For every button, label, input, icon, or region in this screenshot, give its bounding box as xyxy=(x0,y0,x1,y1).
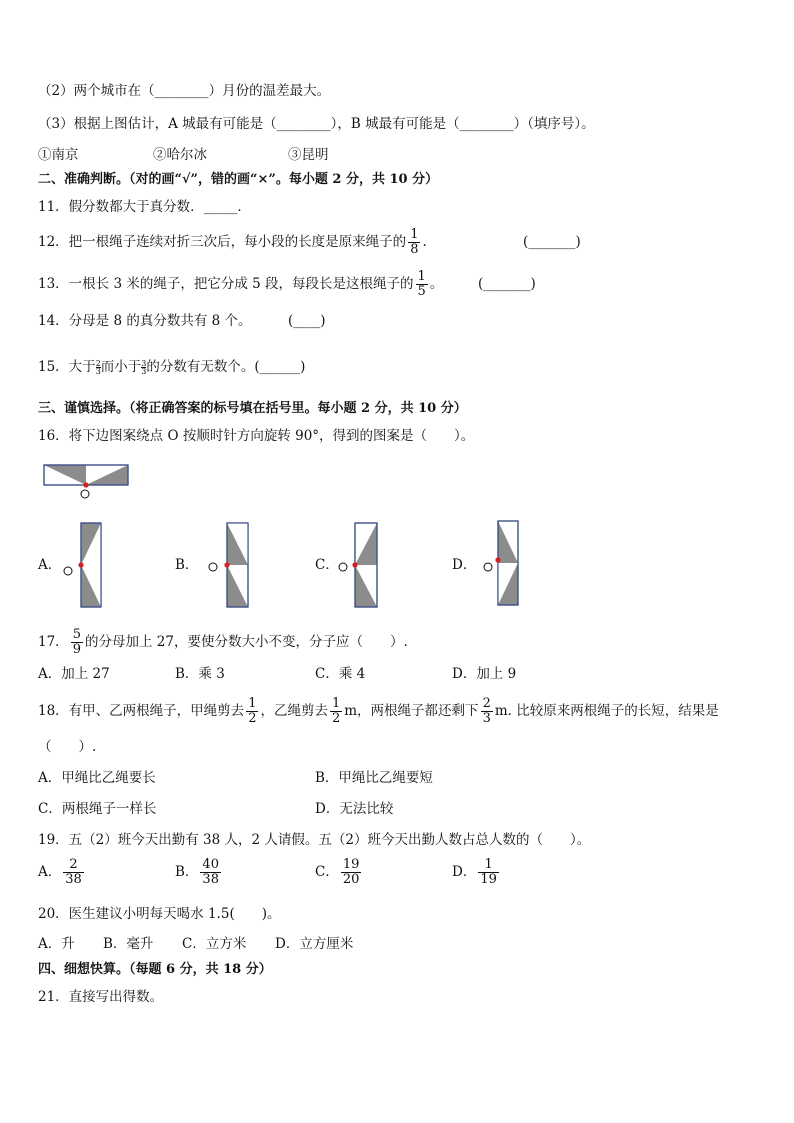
option-label: B． xyxy=(175,864,199,880)
fraction-one-fifth xyxy=(416,270,428,299)
option-label: C． xyxy=(315,864,339,880)
q17-option-c[interactable]: C．乘 4 xyxy=(315,666,366,682)
denominator: 9 xyxy=(72,642,81,657)
q16-option-b-figure[interactable] xyxy=(205,522,255,612)
numerator: 1 xyxy=(410,227,419,242)
q19-option-b[interactable] xyxy=(175,858,223,887)
q17-option-b[interactable]: B．乘 3 xyxy=(175,666,225,682)
q18-option-a[interactable]: A．甲绳比乙绳要长 xyxy=(38,770,156,786)
q16-option-c-figure[interactable] xyxy=(335,522,385,612)
question-15 xyxy=(38,358,305,376)
option-nanjing: ①南京 xyxy=(38,147,79,163)
question-12-end: . xyxy=(422,234,427,250)
pivot-dot xyxy=(224,562,229,567)
fraction-one-eighth xyxy=(408,228,420,257)
question-11: 11．假分数都大于真分数．_____． xyxy=(38,199,251,215)
denominator: 20 xyxy=(342,872,360,887)
q17-option-a[interactable]: A．加上 27 xyxy=(38,666,110,682)
option-harbin: ②哈尔冰 xyxy=(153,147,207,163)
numerator: 2 xyxy=(482,696,491,711)
point-o-marker xyxy=(81,490,89,498)
question-15-part-b: 而小于 xyxy=(100,359,142,375)
denominator: 2 xyxy=(248,711,257,726)
question-3-line: （3）根据上图估计，A 城最有可能是（________），B 城最有可能是（________）（填序号）。 xyxy=(38,116,595,132)
question-18-answer-paren: （ ）. xyxy=(38,739,97,755)
question-15-part-a: 15．大于 xyxy=(38,359,96,375)
denominator: 5 xyxy=(417,284,426,299)
question-18-part-c: m，两根绳子都还剩下 xyxy=(344,703,479,719)
point-o-marker xyxy=(484,563,492,571)
denominator: 38 xyxy=(65,872,82,887)
question-19: 19．五（2）班今天出勤有 38 人，2 人请假。五（2）班今天出勤人数占总人数的（ ）。 xyxy=(38,832,591,848)
source-pivot-dot xyxy=(83,482,88,487)
q16-option-b-label[interactable]: B． xyxy=(175,557,199,573)
question-18-part-d: m. 比较原来两根绳子的长短，结果是 xyxy=(494,703,719,719)
q20-option-b[interactable]: B．毫升 xyxy=(103,936,154,952)
option-label: A． xyxy=(38,864,62,880)
q17-option-d[interactable]: D．加上 9 xyxy=(452,666,517,682)
q16-option-a-figure[interactable] xyxy=(60,522,110,612)
q16-option-d-figure[interactable] xyxy=(480,520,530,610)
question-16: 16．将下边图案绕点 O 按顺时针方向旋转 90°，得到的图案是（ ）。 xyxy=(38,428,475,444)
q18-option-d[interactable]: D．无法比较 xyxy=(315,801,394,817)
question-18-part-b: ，乙绳剪去 xyxy=(260,703,328,719)
q16-option-a-label[interactable]: A． xyxy=(38,557,62,573)
numerator: 5 xyxy=(72,627,81,642)
numerator: 1 xyxy=(248,696,257,711)
denominator: 19 xyxy=(480,872,497,887)
question-14-answer-blank[interactable]: (____) xyxy=(288,313,326,329)
numerator: 2 xyxy=(95,359,101,368)
numerator: 1 xyxy=(331,696,341,711)
question-2-line: （2）两个城市在（________）月份的温差最大。 xyxy=(38,83,331,99)
question-12-answer-blank[interactable]: (_______) xyxy=(523,234,581,250)
q20-option-c[interactable]: C．立方米 xyxy=(182,936,247,952)
question-14: 14．分母是 8 的真分数共有 8 个。 xyxy=(38,313,252,329)
fraction-half-2 xyxy=(330,697,342,726)
question-13-answer-blank[interactable]: (_______) xyxy=(478,276,536,292)
question-13 xyxy=(38,270,443,299)
pivot-dot xyxy=(495,557,500,562)
question-18 xyxy=(38,697,719,726)
rotation-source-figure xyxy=(43,464,133,500)
question-17 xyxy=(38,628,408,657)
section-3-title: 三、谨慎选择。（将正确答案的标号填在括号里。每小题 2 分，共 10 分） xyxy=(38,401,467,416)
fraction-option-a xyxy=(63,858,84,887)
q16-option-d-label[interactable]: D． xyxy=(452,557,477,573)
denominator: 2 xyxy=(331,711,341,726)
fraction-option-b xyxy=(200,858,221,887)
question-20: 20．医生建议小明每天喝水 1.5( )。 xyxy=(38,906,281,922)
fraction-option-d xyxy=(478,858,499,887)
point-o-marker xyxy=(339,563,347,571)
q16-option-c-label[interactable]: C． xyxy=(315,557,339,573)
section-2-title: 二、准确判断。（对的画“√”，错的画“×”。每小题 2 分，共 10 分） xyxy=(38,172,439,187)
option-kunming: ③昆明 xyxy=(288,147,329,163)
q20-option-a[interactable]: A．升 xyxy=(38,936,75,952)
q20-option-d[interactable]: D．立方厘米 xyxy=(275,936,354,952)
question-21: 21．直接写出得数。 xyxy=(38,989,164,1005)
question-17-text: 的分母加上 27，要使分数大小不变，分子应（ ）. xyxy=(84,634,408,650)
q19-option-d[interactable] xyxy=(452,858,501,887)
q19-option-a[interactable] xyxy=(38,858,86,887)
q19-option-c[interactable] xyxy=(315,858,363,887)
question-12 xyxy=(38,228,427,257)
fraction-option-c xyxy=(341,858,362,887)
denominator: 38 xyxy=(202,872,219,887)
fraction-five-ninths xyxy=(71,628,83,657)
point-o-marker xyxy=(209,563,217,571)
numerator: 1 xyxy=(417,269,426,284)
denominator: 8 xyxy=(410,242,419,257)
question-15-part-c: 的分数有无数个。(______) xyxy=(146,359,306,375)
denominator: 3 xyxy=(95,367,101,376)
fraction-two-thirds-m xyxy=(481,697,493,726)
q18-option-c[interactable]: C．两根绳子一样长 xyxy=(38,801,157,817)
numerator: 19 xyxy=(342,857,360,872)
numerator: 40 xyxy=(202,857,219,872)
numerator: 2 xyxy=(63,858,84,873)
denominator: 3 xyxy=(482,711,491,726)
question-13-text: 13．一根长 3 米的绳子，把它分成 5 段，每段长是这根绳子的 xyxy=(38,276,414,292)
numerator: 1 xyxy=(478,858,499,873)
pivot-dot xyxy=(78,562,83,567)
question-13-end: 。 xyxy=(429,276,444,292)
option-label: D． xyxy=(452,864,477,880)
section-4-title: 四、细想快算。（每题 6 分，共 18 分） xyxy=(38,962,272,977)
point-o-marker xyxy=(64,567,72,575)
denominator: 3 xyxy=(141,367,147,376)
numerator: 3 xyxy=(141,359,147,368)
question-17-number: 17． xyxy=(38,634,69,650)
question-18-part-a: 18．有甲、乙两根绳子，甲绳剪去 xyxy=(38,703,245,719)
q18-option-b[interactable]: B．甲绳比乙绳要短 xyxy=(315,770,433,786)
question-12-text: 12．把一根绳子连续对折三次后，每小段的长度是原来绳子的 xyxy=(38,234,407,250)
pivot-dot xyxy=(352,562,357,567)
fraction-half-1 xyxy=(246,697,258,726)
